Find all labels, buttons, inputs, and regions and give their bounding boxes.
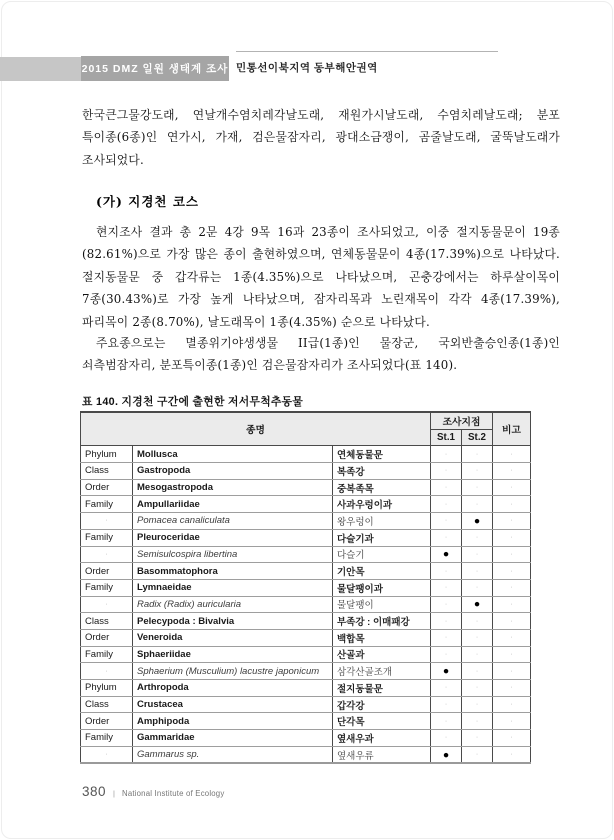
table-row (81, 646, 531, 663)
st2-presence-cell: · (462, 563, 493, 580)
korean-name-cell: 갑각강 (333, 696, 431, 713)
note-cell: · (493, 596, 531, 613)
latin-name-cell: Basommatophora (133, 563, 333, 580)
note-cell: · (493, 730, 531, 747)
latin-name-cell: Pleuroceridae (133, 529, 333, 546)
note-cell: · (493, 563, 531, 580)
latin-name-cell: Semisulcospira libertina (133, 546, 333, 563)
rank-cell: Order (81, 629, 133, 646)
note-cell: · (493, 680, 531, 697)
table-row (81, 463, 531, 480)
col-note: 비고 (493, 412, 531, 446)
st1-presence-cell: · (431, 629, 462, 646)
st2-presence-cell: ● (462, 596, 493, 613)
rank-cell: · (81, 596, 133, 613)
st2-presence-cell: · (462, 479, 493, 496)
rank-cell: Class (81, 463, 133, 480)
korean-name-cell: 물달팽이 (333, 596, 431, 613)
st2-presence-cell: · (462, 463, 493, 480)
benthic-species-table (80, 411, 531, 764)
rank-cell: Phylum (81, 446, 133, 463)
latin-name-cell: Mollusca (133, 446, 333, 463)
st1-presence-cell: · (431, 529, 462, 546)
korean-name-cell: 다슬기 (333, 546, 431, 563)
table-row (81, 446, 531, 463)
latin-name-cell: Gastropoda (133, 463, 333, 480)
page-number: 380 (82, 784, 107, 799)
latin-name-cell: Gammarus sp. (133, 746, 333, 763)
st2-presence-cell: · (462, 713, 493, 730)
table-row (81, 629, 531, 646)
table-caption: 표 140. 지경천 구간에 출현한 저서무척추동물 (82, 396, 304, 408)
st2-presence-cell: · (462, 696, 493, 713)
st1-presence-cell: · (431, 730, 462, 747)
korean-name-cell: 옆새우과 (333, 730, 431, 747)
table-row (81, 696, 531, 713)
latin-name-cell: Gammaridae (133, 730, 333, 747)
table-row (81, 479, 531, 496)
st1-presence-cell: ● (431, 746, 462, 763)
rank-cell: Family (81, 730, 133, 747)
korean-name-cell: 연체동물문 (333, 446, 431, 463)
korean-name-cell: 백합목 (333, 629, 431, 646)
col-species-name: 종명 (81, 412, 431, 446)
st2-presence-cell: ● (462, 513, 493, 530)
note-cell: · (493, 496, 531, 513)
rank-cell: Family (81, 529, 133, 546)
latin-name-cell: Sphaerium (Musculium) lacustre japonicum (133, 663, 333, 680)
table-row (81, 680, 531, 697)
latin-name-cell: Arthropoda (133, 680, 333, 697)
note-cell: · (493, 529, 531, 546)
st1-presence-cell: · (431, 446, 462, 463)
col-survey-sites: 조사지점 (431, 412, 493, 429)
rank-cell: Class (81, 696, 133, 713)
latin-name-cell: Sphaeriidae (133, 646, 333, 663)
latin-name-cell: Pomacea canaliculata (133, 513, 333, 530)
rank-cell: Family (81, 496, 133, 513)
korean-name-cell: 물달팽이과 (333, 579, 431, 596)
note-cell: · (493, 446, 531, 463)
korean-name-cell: 단각목 (333, 713, 431, 730)
table-row (81, 746, 531, 763)
table-row (81, 730, 531, 747)
rank-cell: · (81, 546, 133, 563)
table-row (81, 713, 531, 730)
st1-presence-cell: · (431, 463, 462, 480)
st2-presence-cell: · (462, 446, 493, 463)
section-heading: (가) 지경천 코스 (96, 194, 199, 209)
st1-presence-cell: · (431, 596, 462, 613)
paragraph-3: 주요종으로는 멸종위기야생생물 II급(1종)인 물장군, 국외반출승인종(1종)인 쇠측범잠자리, 분포특이종(1종)인 검은물잠자리가 조사되었다(표 140). (82, 336, 560, 373)
report-title: 2015 DMZ 일원 생태계 조사 (81, 56, 229, 81)
st2-presence-cell: · (462, 613, 493, 630)
table-row (81, 496, 531, 513)
korean-name-cell: 왕우렁이 (333, 513, 431, 530)
latin-name-cell: Crustacea (133, 696, 333, 713)
paragraph-1: 한국큰그물강도래, 연날개수염치레각날도래, 재원가시날도래, 수염치레날도래; 분포 특이종(6종)인 연가시, 가재, 검은물잠자리, 광대소금쟁이, 곰줄날도래, 굴뚝날도래가 조사되었다. (82, 108, 560, 167)
latin-name-cell: Lymnaeidae (133, 579, 333, 596)
note-cell: · (493, 663, 531, 680)
st1-presence-cell: · (431, 646, 462, 663)
table-row (81, 663, 531, 680)
korean-name-cell: 옆새우류 (333, 746, 431, 763)
footer-organization: National Institute of Ecology (121, 789, 225, 798)
note-cell: · (493, 613, 531, 630)
st1-presence-cell: · (431, 513, 462, 530)
korean-name-cell: 부족강 : 이매패강 (333, 613, 431, 630)
st2-presence-cell: · (462, 529, 493, 546)
korean-name-cell: 기안목 (333, 563, 431, 580)
st2-presence-cell: · (462, 496, 493, 513)
latin-name-cell: Amphipoda (133, 713, 333, 730)
rank-cell: · (81, 746, 133, 763)
st1-presence-cell: · (431, 479, 462, 496)
table-row (81, 529, 531, 546)
col-st2: St.2 (462, 429, 493, 446)
note-cell: · (493, 479, 531, 496)
st2-presence-cell: · (462, 546, 493, 563)
col-st1: St.1 (431, 429, 462, 446)
rank-cell: · (81, 513, 133, 530)
table-body (81, 446, 531, 764)
st2-presence-cell: · (462, 663, 493, 680)
st2-presence-cell: · (462, 646, 493, 663)
korean-name-cell: 다슬기과 (333, 529, 431, 546)
table-row (81, 596, 531, 613)
note-cell: · (493, 713, 531, 730)
st2-presence-cell: · (462, 629, 493, 646)
note-cell: · (493, 546, 531, 563)
korean-name-cell: 중복족목 (333, 479, 431, 496)
note-cell: · (493, 629, 531, 646)
header-section-title: 민통선이북지역 동부해안권역 (236, 51, 498, 75)
rank-cell: Order (81, 479, 133, 496)
rank-cell: Order (81, 563, 133, 580)
note-cell: · (493, 579, 531, 596)
header-band (0, 57, 81, 81)
table-header (81, 412, 531, 446)
korean-name-cell: 삼각산골조개 (333, 663, 431, 680)
table-row (81, 613, 531, 630)
st1-presence-cell: ● (431, 546, 462, 563)
st2-presence-cell: · (462, 746, 493, 763)
latin-name-cell: Radix (Radix) auricularia (133, 596, 333, 613)
rank-cell: Family (81, 579, 133, 596)
rank-cell: Family (81, 646, 133, 663)
korean-name-cell: 산골과 (333, 646, 431, 663)
footer-divider: | (113, 789, 115, 798)
korean-name-cell: 절지동물문 (333, 680, 431, 697)
st2-presence-cell: · (462, 579, 493, 596)
paragraph-2: 현지조사 결과 총 2문 4강 9목 16과 23종이 조사되었고, 이중 절지동물문이 19종 (82.61%)으로 가장 많은 종이 출현하였으며, 연체동물문이 4종(17.39%)으로 나타났다. 절지동물문 중 갑각류는 1종(4.35%)으로 나타났으며, 곤충강에서는 하루살이목이 7종(30.43%)로 가장 높게 나타났으며, 잠자리목과 노린재목이 각각 4종(17.39%), 파리목이 2종(8.70%), 날도래목이 1종(4.35%) 순으로 나타났다. (82, 225, 560, 329)
rank-cell: Phylum (81, 680, 133, 697)
st1-presence-cell: · (431, 496, 462, 513)
latin-name-cell: Veneroida (133, 629, 333, 646)
st2-presence-cell: · (462, 730, 493, 747)
st1-presence-cell: · (431, 579, 462, 596)
note-cell: · (493, 696, 531, 713)
korean-name-cell: 사과우렁이과 (333, 496, 431, 513)
table-row (81, 563, 531, 580)
table-row (81, 579, 531, 596)
st1-presence-cell: · (431, 713, 462, 730)
page-footer (82, 784, 224, 799)
latin-name-cell: Ampullariidae (133, 496, 333, 513)
st1-presence-cell: ● (431, 663, 462, 680)
rank-cell: Order (81, 713, 133, 730)
table-row (81, 546, 531, 563)
note-cell: · (493, 513, 531, 530)
note-cell: · (493, 746, 531, 763)
korean-name-cell: 복족강 (333, 463, 431, 480)
note-cell: · (493, 463, 531, 480)
st1-presence-cell: · (431, 613, 462, 630)
rank-cell: Class (81, 613, 133, 630)
latin-name-cell: Mesogastropoda (133, 479, 333, 496)
table-row (81, 513, 531, 530)
st1-presence-cell: · (431, 680, 462, 697)
note-cell: · (493, 646, 531, 663)
latin-name-cell: Pelecypoda : Bivalvia (133, 613, 333, 630)
st2-presence-cell: · (462, 680, 493, 697)
rank-cell: · (81, 663, 133, 680)
st1-presence-cell: · (431, 563, 462, 580)
st1-presence-cell: · (431, 696, 462, 713)
